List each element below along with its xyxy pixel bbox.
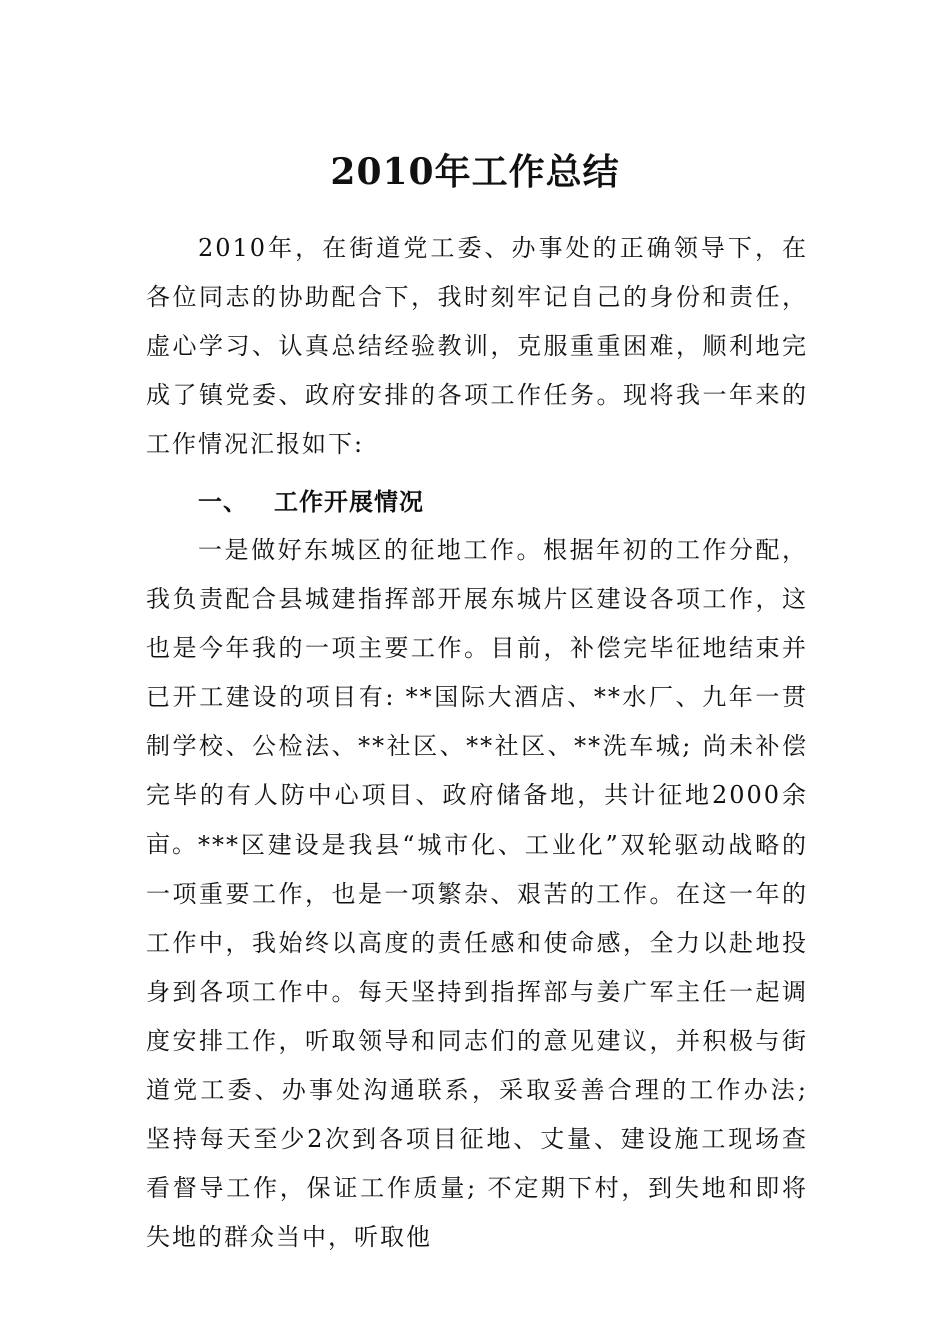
section-heading: [198, 478, 424, 527]
intro-paragraph: 2010年，在街道党工委、办事处的正确领导下，在各位同志的协助配合下，我时刻牢记自己的身份和责任，虚心学习、认真总结经验教训，克服重重困难，顺利地完成了镇党委、政府安排的各项工作任务。现将我一年来的工作情况汇报如下:: [146, 234, 808, 458]
section-heading-text: 工作开展情况: [274, 488, 424, 516]
body-paragraph: 一是做好东城区的征地工作。根据年初的工作分配，我负责配合县城建指挥部开展东城片区建设各项工作，这也是今年我的一项主要工作。目前，补偿完毕征地结束并已开工建设的项目有: **国际大酒店、**水厂、九年一贯制学校、公检法、**社区、**社区、**洗车城; 尚未补偿完毕的有人防中心项目、政府储备地，共计征地2000余亩。: [146, 536, 808, 858]
body-paragraph: ***区建设是我县“城市化、工业化”双轮驱动战略的一项重要工作，也是一项繁杂、艰苦的工作。在这一年的工作中，我始终以高度的责任感和使命感，全力以赴地投身到各项工作中。每天坚持到指挥部与姜广军主任一起调度安排工作，听取领导和同志们的意见建议，并积极与街道党工委、办事处沟通联系，采取妥善合理的工作办法; 坚持每天至少2次到各项目征地、丈量、建设施工现场查看督导工作，保证工作质量; 不定期下村，到失地和即将失地的群众当中，听取他: [146, 831, 808, 1251]
document-title: 2010年工作总结: [330, 151, 620, 194]
section-number: 一、: [198, 488, 248, 516]
